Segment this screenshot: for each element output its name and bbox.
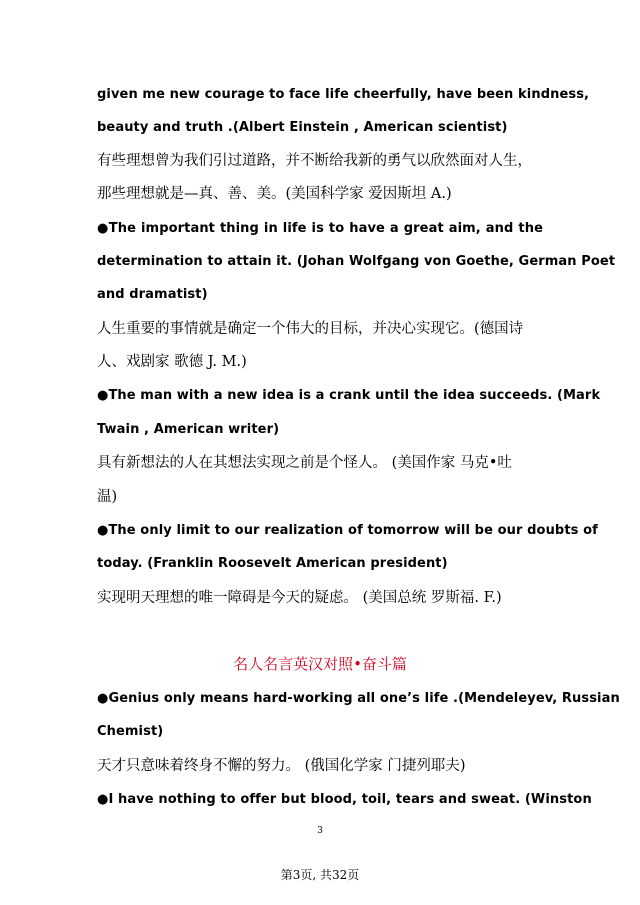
text-line: Twain , American writer) (97, 422, 280, 437)
text-line: today. (Franklin Roosevelt American president) (97, 556, 448, 571)
text-line: ●I have nothing to offer but blood, toil, tears and sweat. (Winston (97, 792, 592, 807)
text-line: beauty and truth .(Albert Einstein , American scientist) (97, 120, 508, 135)
section-heading: 名人名言英汉对照•奋斗篇 (233, 655, 407, 673)
text-line: and dramatist) (97, 287, 208, 302)
text-line: 有些理想曾为我们引过道路，并不断给我新的勇气以欣然面对人生， (97, 153, 532, 169)
text-line: 人生重要的事情就是确定一个伟大的目标，并决心实现它。(德国诗 (97, 321, 524, 337)
text-line: ●The man with a new idea is a crank until the idea succeeds. (Mark (97, 388, 601, 403)
text-line: ●The important thing in life is to have a great aim, and the (97, 221, 543, 236)
text-line: ●Genius only means hard-working all one’s life .(Mendeleyev, Russian (97, 691, 620, 706)
text-line: 人、戏剧家 歌德 J. M.) (97, 354, 247, 370)
text-line: 实现明天理想的唯一障碍是今天的疑虑。 (美国总统 罗斯福. F.) (97, 590, 502, 606)
text-line: given me new courage to face life cheerfully, have been kindness, (97, 87, 590, 102)
text-line: 那些理想就是—真、善、美。(美国科学家 爱因斯坦 A.) (97, 186, 452, 202)
text-line: 天才只意味着终身不懈的努力。 (俄国化学家 门捷列耶夫) (97, 758, 466, 774)
text-line: ●The only limit to our realization of tomorrow will be our doubts of (97, 523, 598, 538)
page-footer: 第3页, 共32页 (280, 868, 360, 882)
text-line: Chemist) (97, 724, 164, 739)
page-number: 3 (317, 826, 323, 836)
text-line: 温) (97, 489, 118, 505)
text-line: determination to attain it. (Johan Wolfgang von Goethe, German Poet (97, 254, 616, 269)
text-line: 具有新想法的人在其想法实现之前是个怪人。 (美国作家 马克•吐 (97, 455, 512, 471)
